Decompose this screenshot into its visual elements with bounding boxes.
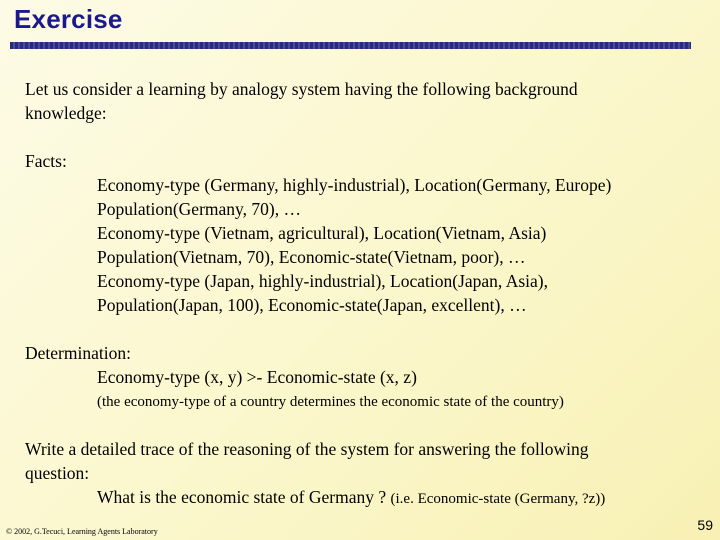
fact-line: Population(Germany, 70), … — [97, 199, 301, 219]
intro-line: knowledge: — [25, 103, 107, 123]
slide-title: Exercise — [14, 4, 123, 34]
title-underline — [10, 42, 691, 49]
copyright-footer: © 2002, G.Tecuci, Learning Agents Laboratory — [6, 527, 158, 536]
question-statement — [97, 485, 605, 511]
fact-line: Economy-type (Vietnam, agricultural), Location(Vietnam, Asia) — [97, 223, 547, 243]
facts-list — [97, 173, 611, 317]
determination-label: Determination: — [25, 343, 131, 363]
question-note: (i.e. Economic-state (Germany, ?z)) — [390, 491, 606, 507]
facts-label: Facts: — [25, 151, 67, 171]
page-number: 59 — [697, 517, 713, 533]
question-main: What is the economic state of Germany ? — [97, 487, 387, 507]
intro-paragraph — [25, 77, 578, 125]
fact-line: Economy-type (Japan, highly-industrial), Location(Japan, Asia), — [97, 271, 548, 291]
fact-line: Economy-type (Germany, highly-industrial), Location(Germany, Europe) — [97, 175, 612, 195]
fact-line: Population(Vietnam, 70), Economic-state(Vietnam, poor), … — [97, 247, 526, 267]
determination-rule: Economy-type (x, y) >- Economic-state (x, z) — [97, 367, 417, 387]
question-line: Write a detailed trace of the reasoning of the system for answering the following — [25, 439, 589, 459]
question-paragraph — [25, 437, 588, 485]
intro-line: Let us consider a learning by analogy system having the following background — [25, 79, 578, 99]
question-line: question: — [25, 463, 90, 483]
determination-note: (the economy-type of a country determines the economic state of the country) — [97, 394, 564, 410]
fact-line: Population(Japan, 100), Economic-state(Japan, excellent), … — [97, 295, 527, 315]
